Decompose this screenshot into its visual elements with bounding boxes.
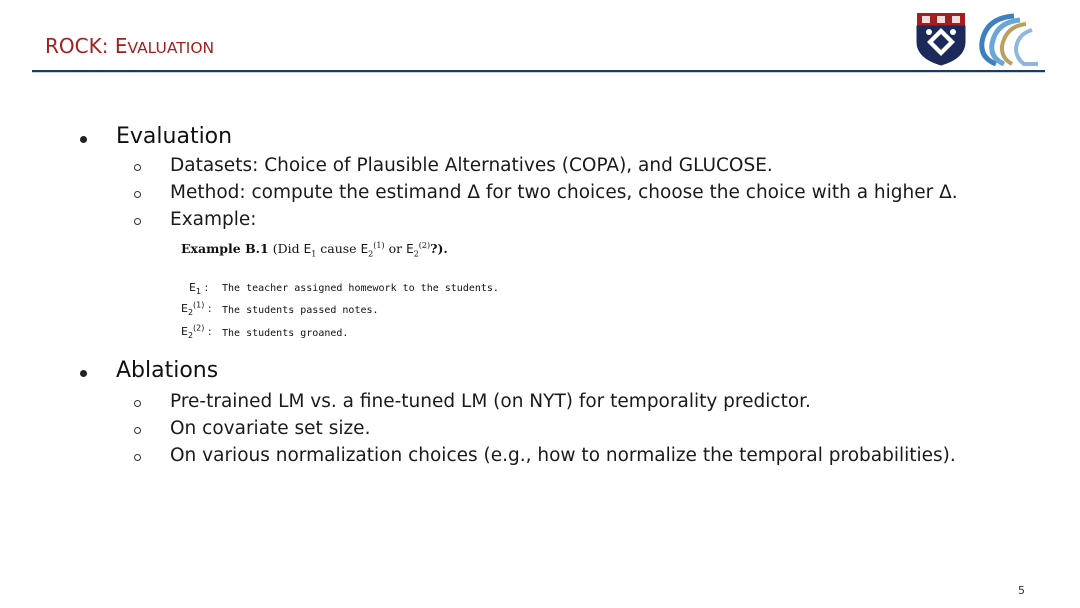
example-heading [181,240,448,259]
subscript: 2 [187,308,194,318]
example-label-e2-2 [181,323,212,341]
colon: : [204,281,209,294]
example-row: The teacher assigned homework to the students. [222,283,499,294]
section-heading: Ablations [116,358,219,383]
colon: : [207,302,212,315]
example-head-or: or [388,241,403,256]
title-prefix: ROCK: E [45,34,128,58]
superscript: (1) [193,300,205,310]
subscript: 2 [187,331,194,341]
symbol-e: E [189,281,196,294]
symbol-e: E [303,242,312,256]
symbol-e: E [406,242,414,256]
list-item: Pre-trained LM vs. a fine-tuned LM (on NYT) for temporality predictor. [170,391,811,412]
sub-bullet-circle [134,400,141,407]
lab-swirl-logo [974,12,1042,66]
subscript: 1 [195,287,202,297]
example-row: The students groaned. [222,328,349,339]
sub-bullet-circle [134,454,141,461]
sub-bullet-circle [134,191,141,198]
example-head-open: (Did [272,241,300,256]
subscript: 2 [413,249,419,259]
subscript: 2 [368,249,374,259]
sub-bullet-circle [134,164,141,171]
list-item: Method: compute the estimand Δ for two choices, choose the choice with a higher Δ. [170,182,958,203]
header-rule-shadow [32,72,1045,73]
example-head-close: ?). [430,241,448,256]
list-item: On various normalization choices (e.g., how to normalize the temporal probabilities). [170,445,956,466]
symbol-e: E [360,242,369,256]
sub-bullet-circle [134,427,141,434]
list-item: Datasets: Choice of Plausible Alternatives (COPA), and GLUCOSE. [170,155,773,176]
sub-bullet-circle [134,218,141,225]
example-head-cause: cause [320,241,357,256]
superscript: (2) [418,240,431,250]
symbol-e: E [181,325,188,338]
list-item: Example: [170,209,257,230]
example-title: Example B.1 [181,241,269,256]
bullet-dot [80,370,87,377]
title-rest: VALUATION [127,39,215,57]
slide-title [45,34,214,58]
example-label-e2-1 [181,300,212,318]
superscript: (2) [193,323,205,333]
page-number: 5 [1018,584,1025,597]
list-item: On covariate set size. [170,418,371,439]
symbol-e: E [181,302,188,315]
superscript: (1) [373,240,385,250]
example-label-e1 [189,281,209,297]
penn-shield-logo [916,12,966,66]
example-row: The students passed notes. [222,305,379,316]
subscript: 1 [311,249,317,259]
section-heading: Evaluation [116,124,233,149]
bullet-dot [80,136,87,143]
colon: : [207,325,212,338]
